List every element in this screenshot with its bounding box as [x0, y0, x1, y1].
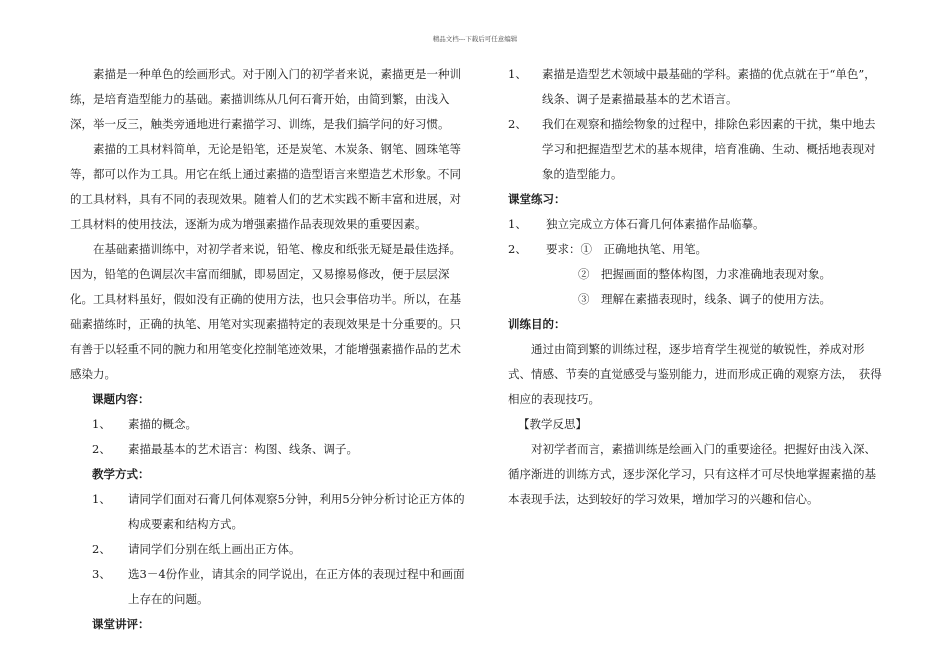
- item-number: 1、: [92, 417, 111, 431]
- requirement-subitem: ② 把握画面的整体构图，力求准确地表现对象。: [578, 267, 831, 281]
- requirement-subitem: ③ 理解在素描表现时，线条、调子的使用方法。: [578, 292, 831, 306]
- list-item: [70, 537, 468, 562]
- topic-heading: 课题内容：: [92, 392, 150, 406]
- item-number: 1、: [508, 67, 527, 81]
- item-text: 我们在观察和描绘物象的过程中，排除色彩因素的干扰，集中地去学习和把握造型艺术的基本规律，培育准确、生动、概括地表现对象的造型能力。: [542, 117, 876, 181]
- item-number: 1、: [508, 217, 527, 231]
- item-text: 素描是造型艺术领域中最基础的学科。素描的优点就在于“单色”，线条、调子是素描最基本的艺术语言。: [542, 67, 876, 106]
- intro-paragraph-2: 素描的工具材料简单，无论是铅笔，还是炭笔、木炭条、钢笔、圆珠笔等等，都可以作为工具。用它在纸上通过素描的造型语言来塑造艺术形象。不同的工具材料，具有不同的表现效果。随着人们的艺术实践不断丰富和进展，对工具材料的使用技法，逐渐为成为增强素描作品表现效果的重要因素。: [70, 142, 461, 231]
- list-item: [508, 237, 883, 262]
- item-text: 素描的概念。: [128, 417, 197, 431]
- list-item: [70, 562, 468, 612]
- item-number: 2、: [92, 442, 111, 456]
- item-number: 1、: [92, 492, 111, 506]
- practice-heading: 课堂练习：: [508, 192, 566, 206]
- item-text: 请同学们面对石膏几何体观察5分钟，利用5分钟分析讨论正方体的构成要素和结构方式。: [128, 492, 465, 531]
- method-heading: 教学方式：: [92, 467, 150, 481]
- list-item: [70, 437, 468, 462]
- goal-paragraph: 通过由简到繁的训练过程，逐步培育学生视觉的敏锐性，养成对形式、情感、节奏的直觉感受与鉴别能力，进而形成正确的观察方法， 获得相应的表现技巧。: [508, 342, 882, 406]
- list-item: [70, 487, 468, 537]
- intro-paragraph-3: 在基础素描训练中，对初学者来说，铅笔、橡皮和纸张无疑是最佳选择。因为，铅笔的色调层次丰富而细腻，即易固定，又易擦易修改，便于层层深化。工具材料虽好，假如没有正确的使用方法，也只会事倍功半。所以，在基础素描练时，正确的执笔、用笔对实现素描特定的表现效果是十分重要的。只有善于以轻重不同的腕力和用笔变化控制笔迹效果，才能增强素描作品的艺术感染力。: [70, 242, 461, 381]
- list-item: [508, 212, 883, 237]
- reflection-heading: 【教学反思】: [518, 417, 587, 431]
- item-text: 选3－4份作业，请其余的同学说出，在正方体的表现过程中和画面上存在的问题。: [128, 567, 465, 606]
- item-number: 2、: [508, 242, 527, 256]
- item-number: 3、: [92, 567, 111, 581]
- right-column: [508, 62, 883, 512]
- item-text: 独立完成立方体石膏几何体素描作品临摹。: [546, 217, 765, 231]
- requirement-label: 要求：: [546, 242, 581, 256]
- page-header: 精品文档---下载后可任意编辑: [432, 35, 518, 43]
- item-text: 请同学们分别在纸上画出正方体。: [128, 542, 301, 556]
- requirement-text: ① 正确地执笔、用笔。: [580, 242, 707, 256]
- left-column: [70, 62, 468, 637]
- goal-heading: 训练目的：: [508, 317, 566, 331]
- list-item: [508, 112, 883, 187]
- item-number: 2、: [508, 117, 527, 131]
- lecture-heading: 课堂讲评：: [92, 617, 150, 631]
- intro-paragraph-1: 素描是一种单色的绘画形式。对于刚入门的初学者来说，素描更是一种训练，是培育造型能力的基础。素描训练从几何石膏开始，由简到繁，由浅入深，举一反三，触类旁通地进行素描学习、训练，是我们搞学问的好习惯。: [70, 67, 461, 131]
- list-item: [70, 412, 468, 437]
- item-number: 2、: [92, 542, 111, 556]
- item-text: 素描最基本的艺术语言：构图、线条、调子。: [128, 442, 358, 456]
- reflection-paragraph: 对初学者而言，素描训练是绘画入门的重要途径。把握好由浅入深、循序渐进的训练方式，逐步深化学习，只有这样才可尽快地掌握素描的基本表现手法，达到较好的学习效果，增加学习的兴趣和信心。: [508, 442, 876, 506]
- list-item: [508, 62, 883, 112]
